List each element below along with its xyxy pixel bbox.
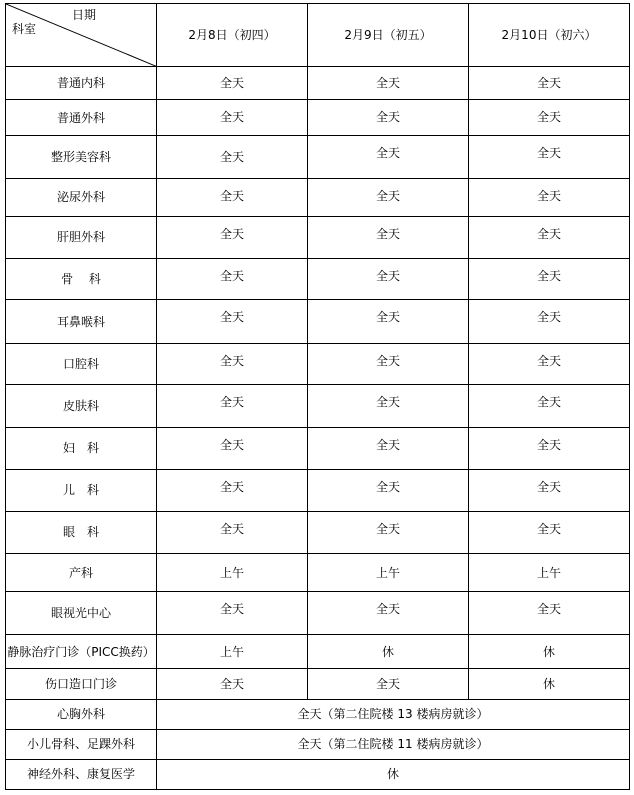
date-header-2: 2月9日（初五） bbox=[308, 4, 469, 67]
schedule-cell: 全天 bbox=[157, 344, 308, 385]
schedule-cell: 全天 bbox=[469, 100, 630, 136]
table-row bbox=[6, 554, 630, 592]
dept-cell: 伤口造口门诊 bbox=[6, 669, 157, 699]
table-row bbox=[6, 67, 630, 100]
schedule-cell: 全天 bbox=[157, 178, 308, 216]
dept-cell: 普通外科 bbox=[6, 100, 157, 136]
schedule-cell-merged: 休 bbox=[157, 759, 630, 789]
table-row bbox=[6, 344, 630, 385]
corner-header-cell bbox=[6, 4, 157, 67]
schedule-cell: 全天 bbox=[157, 427, 308, 469]
dept-cell: 耳鼻喉科 bbox=[6, 300, 157, 344]
table-row-merged bbox=[6, 699, 630, 729]
table-row bbox=[6, 100, 630, 136]
table-row bbox=[6, 136, 630, 178]
dept-cell: 神经外科、康复医学 bbox=[6, 759, 157, 789]
schedule-cell: 全天 bbox=[469, 216, 630, 258]
schedule-cell: 全天 bbox=[157, 669, 308, 699]
header-row bbox=[6, 4, 630, 67]
table-row-merged bbox=[6, 729, 630, 759]
schedule-cell: 全天 bbox=[308, 216, 469, 258]
schedule-table bbox=[5, 3, 630, 790]
table-row bbox=[6, 178, 630, 216]
table-row bbox=[6, 635, 630, 669]
dept-cell: 皮肤科 bbox=[6, 385, 157, 427]
schedule-cell: 全天 bbox=[308, 592, 469, 635]
schedule-cell: 全天 bbox=[308, 258, 469, 299]
schedule-cell: 全天 bbox=[469, 469, 630, 511]
dept-cell: 静脉治疗门诊（PICC换药） bbox=[6, 635, 157, 669]
schedule-cell: 全天 bbox=[157, 300, 308, 344]
schedule-cell: 全天 bbox=[157, 469, 308, 511]
dept-cell: 整形美容科 bbox=[6, 136, 157, 178]
schedule-cell: 全天 bbox=[469, 511, 630, 553]
table-row bbox=[6, 258, 630, 299]
schedule-cell: 全天 bbox=[469, 592, 630, 635]
schedule-cell: 上午 bbox=[308, 554, 469, 592]
corner-label-date: 日期 bbox=[71, 8, 96, 22]
schedule-cell: 全天 bbox=[308, 136, 469, 178]
schedule-cell: 全天 bbox=[308, 178, 469, 216]
table-row bbox=[6, 427, 630, 469]
table-row bbox=[6, 216, 630, 258]
schedule-cell: 休 bbox=[469, 635, 630, 669]
date-header-3: 2月10日（初六） bbox=[469, 4, 630, 67]
schedule-cell-merged: 全天（第二住院楼 11 楼病房就诊） bbox=[157, 729, 630, 759]
schedule-cell: 全天 bbox=[469, 427, 630, 469]
table-row bbox=[6, 469, 630, 511]
dept-cell: 儿 科 bbox=[6, 469, 157, 511]
dept-cell: 泌尿外科 bbox=[6, 178, 157, 216]
dept-cell: 小儿骨科、足踝外科 bbox=[6, 729, 157, 759]
schedule-cell: 休 bbox=[469, 669, 630, 699]
dept-cell: 眼 科 bbox=[6, 511, 157, 553]
table-row bbox=[6, 669, 630, 699]
schedule-cell: 全天 bbox=[157, 511, 308, 553]
dept-cell: 心胸外科 bbox=[6, 699, 157, 729]
schedule-cell: 全天 bbox=[157, 258, 308, 299]
dept-cell: 普通内科 bbox=[6, 67, 157, 100]
schedule-cell: 上午 bbox=[157, 635, 308, 669]
schedule-cell: 全天 bbox=[308, 469, 469, 511]
schedule-cell: 全天 bbox=[157, 592, 308, 635]
schedule-cell: 全天 bbox=[157, 385, 308, 427]
dept-cell: 口腔科 bbox=[6, 344, 157, 385]
schedule-cell: 全天 bbox=[157, 100, 308, 136]
table-row bbox=[6, 592, 630, 635]
schedule-cell: 全天 bbox=[308, 511, 469, 553]
schedule-cell: 全天 bbox=[469, 385, 630, 427]
schedule-cell: 休 bbox=[308, 635, 469, 669]
table-row bbox=[6, 385, 630, 427]
dept-cell: 骨 科 bbox=[6, 258, 157, 299]
schedule-cell: 上午 bbox=[157, 554, 308, 592]
schedule-cell: 全天 bbox=[308, 67, 469, 100]
corner-label-dept: 科室 bbox=[12, 22, 37, 37]
schedule-cell: 全天 bbox=[157, 136, 308, 178]
dept-cell: 眼视光中心 bbox=[6, 592, 157, 635]
dept-cell: 妇 科 bbox=[6, 427, 157, 469]
schedule-cell: 全天 bbox=[308, 300, 469, 344]
schedule-cell: 全天 bbox=[308, 100, 469, 136]
table-row bbox=[6, 300, 630, 344]
schedule-cell: 全天 bbox=[469, 258, 630, 299]
table-row bbox=[6, 511, 630, 553]
schedule-cell: 全天 bbox=[308, 669, 469, 699]
schedule-cell: 全天 bbox=[469, 67, 630, 100]
schedule-cell: 全天 bbox=[469, 344, 630, 385]
schedule-cell-merged: 全天（第二住院楼 13 楼病房就诊） bbox=[157, 699, 630, 729]
schedule-cell: 全天 bbox=[308, 385, 469, 427]
table-row-merged bbox=[6, 759, 630, 789]
schedule-cell: 全天 bbox=[469, 300, 630, 344]
schedule-cell: 全天 bbox=[157, 216, 308, 258]
schedule-cell: 全天 bbox=[469, 136, 630, 178]
schedule-cell: 全天 bbox=[469, 178, 630, 216]
dept-cell: 肝胆外科 bbox=[6, 216, 157, 258]
schedule-cell: 全天 bbox=[157, 67, 308, 100]
date-header-1: 2月8日（初四） bbox=[157, 4, 308, 67]
schedule-cell: 上午 bbox=[469, 554, 630, 592]
schedule-cell: 全天 bbox=[308, 427, 469, 469]
dept-cell: 产科 bbox=[6, 554, 157, 592]
schedule-cell: 全天 bbox=[308, 344, 469, 385]
